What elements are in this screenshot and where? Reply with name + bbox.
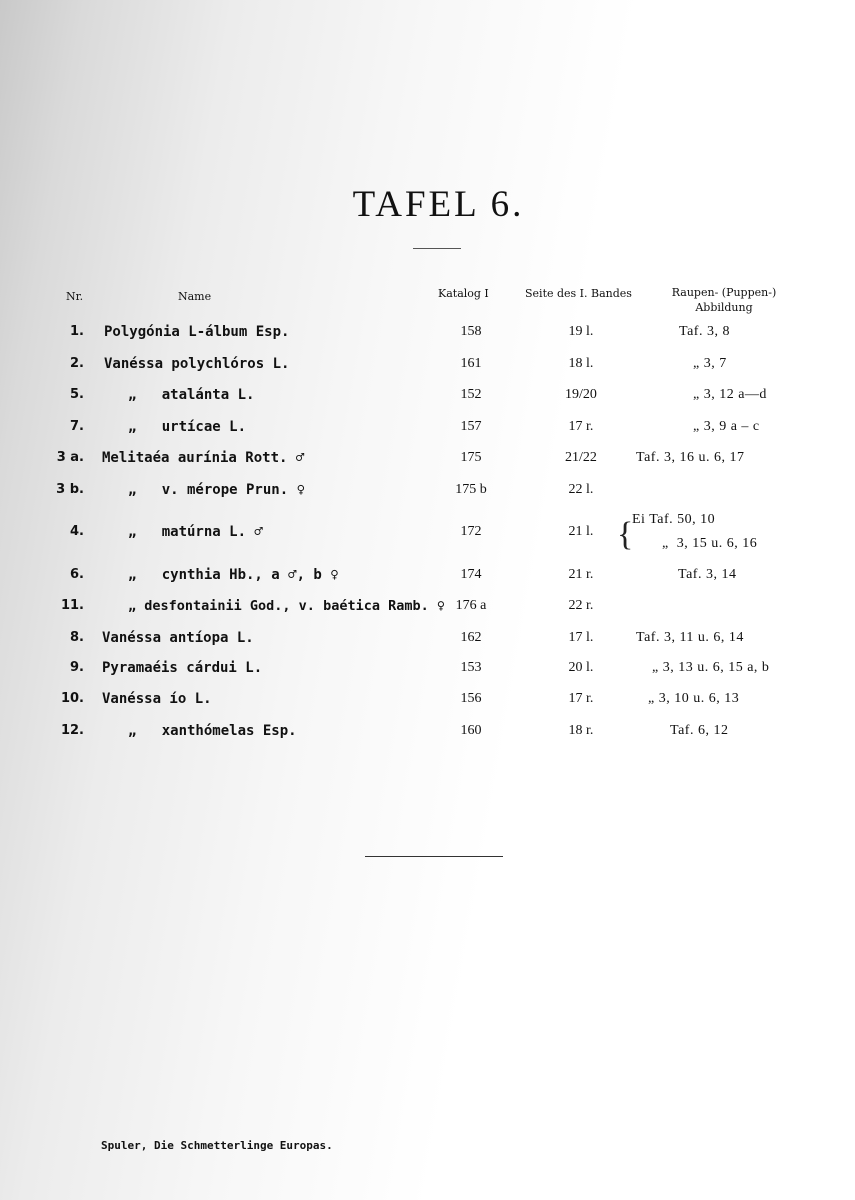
row-abbildung: Taf. 6, 12 [670, 723, 729, 738]
row-name: „ matúrna L. ♂ [128, 524, 263, 540]
row-nr: 2. [70, 356, 84, 371]
row-seite: 17 r. [568, 691, 594, 706]
row-name: „ xanthómelas Esp. [128, 723, 297, 739]
row-name: „ urtícae L. [128, 419, 247, 435]
row-seite: 18 r. [568, 723, 594, 738]
row-abbildung: Taf. 3, 11 u. 6, 14 [636, 630, 744, 645]
row-katalog: 175 b [455, 482, 487, 497]
row-seite: 19 l. [568, 324, 594, 339]
header-name: Name [178, 290, 212, 303]
row-name: „ cynthia Hb., a ♂, b ♀ [128, 567, 339, 583]
row-name: „ v. mérope Prun. ♀ [128, 482, 306, 498]
header-katalog: Katalog I [438, 287, 489, 300]
row-name: „ atalánta L. [128, 387, 255, 403]
row-nr: 10. [60, 691, 84, 706]
row-seite: 22 l. [568, 482, 594, 497]
table-row [0, 482, 855, 510]
header-seite: Seite des I. Bandes [525, 287, 632, 300]
bottom-divider [365, 856, 503, 857]
row-katalog: 153 [460, 660, 482, 675]
table-row [0, 630, 855, 658]
row-seite: 17 r. [568, 419, 594, 434]
row-katalog: 160 [460, 723, 482, 738]
title-divider [413, 248, 461, 249]
row-name: Vanéssa ío L. [102, 691, 212, 707]
table-row [0, 723, 855, 751]
row-seite: 17 l. [568, 630, 594, 645]
header-raupen-line1: Raupen- (Puppen-) [671, 286, 777, 299]
row-nr: 5. [70, 387, 84, 402]
row-abbildung: Taf. 3, 8 [679, 324, 730, 339]
row-abbildung: „ 3, 9 a – c [693, 419, 760, 434]
table-row [0, 356, 855, 384]
row-katalog: 161 [460, 356, 482, 371]
row-katalog: 156 [460, 691, 482, 706]
row-katalog: 172 [460, 524, 482, 539]
row-abbildung-2: „ 3, 15 u. 6, 16 [662, 536, 758, 551]
row-abbildung: Taf. 3, 16 u. 6, 17 [636, 450, 745, 465]
row-abbildung: „ 3, 10 u. 6, 13 [648, 691, 740, 706]
table-row [0, 598, 855, 626]
brace-icon: { [617, 516, 634, 553]
row-abbildung: „ 3, 12 a—d [693, 387, 767, 402]
table-row [0, 387, 855, 415]
header-raupen [662, 285, 786, 315]
row-katalog: 162 [460, 630, 482, 645]
row-seite: 18 l. [568, 356, 594, 371]
row-name: Vanéssa antíopa L. [102, 630, 254, 646]
row-nr: 11. [60, 598, 84, 613]
row-nr: 4. [70, 524, 84, 539]
row-seite: 20 l. [568, 660, 594, 675]
row-abbildung: „ 3, 7 [693, 356, 727, 371]
table-row [0, 567, 855, 595]
row-name: Melitaéa aurínia Rott. ♂ [102, 450, 305, 466]
row-nr: 3 a. [56, 450, 84, 465]
row-katalog: 157 [460, 419, 482, 434]
row-seite: 22 r. [568, 598, 594, 613]
row-seite: 19/20 [565, 387, 597, 402]
row-katalog: 174 [460, 567, 482, 582]
plate-title: TAFEL 6. [352, 184, 525, 225]
row-katalog: 152 [460, 387, 482, 402]
row-nr: 1. [70, 324, 84, 339]
row-katalog: 176 a [455, 598, 487, 613]
table-row [0, 324, 855, 352]
table-row [0, 660, 855, 688]
table-row [0, 512, 855, 558]
row-name: „ desfontainii God., v. baética Ramb. ♀ [128, 598, 445, 614]
row-abbildung: Taf. 3, 14 [678, 567, 737, 582]
row-katalog: 175 [460, 450, 482, 465]
row-name: Polygónia L-álbum Esp. [104, 324, 290, 340]
row-katalog: 158 [460, 324, 482, 339]
row-nr: 6. [70, 567, 84, 582]
row-nr: 9. [70, 660, 84, 675]
row-name: Pyramaéis cárdui L. [102, 660, 263, 676]
header-raupen-line2: Abbildung [695, 301, 753, 314]
row-seite: 21/22 [565, 450, 597, 465]
table-row [0, 450, 855, 478]
row-seite: 21 r. [568, 567, 594, 582]
footer-citation: Spuler, Die Schmetterlinge Europas. [101, 1139, 333, 1152]
row-name: Vanéssa polychlóros L. [104, 356, 290, 372]
table-row [0, 691, 855, 719]
row-seite: 21 l. [568, 524, 594, 539]
row-nr: 7. [70, 419, 84, 434]
row-nr: 3 b. [56, 482, 84, 497]
table-row [0, 419, 855, 447]
row-nr: 12. [60, 723, 84, 738]
row-abbildung: „ 3, 13 u. 6, 15 a, b [652, 660, 770, 675]
row-abbildung: Ei Taf. 50, 10 [632, 512, 716, 527]
header-nr: Nr. [66, 290, 84, 303]
row-nr: 8. [70, 630, 84, 645]
